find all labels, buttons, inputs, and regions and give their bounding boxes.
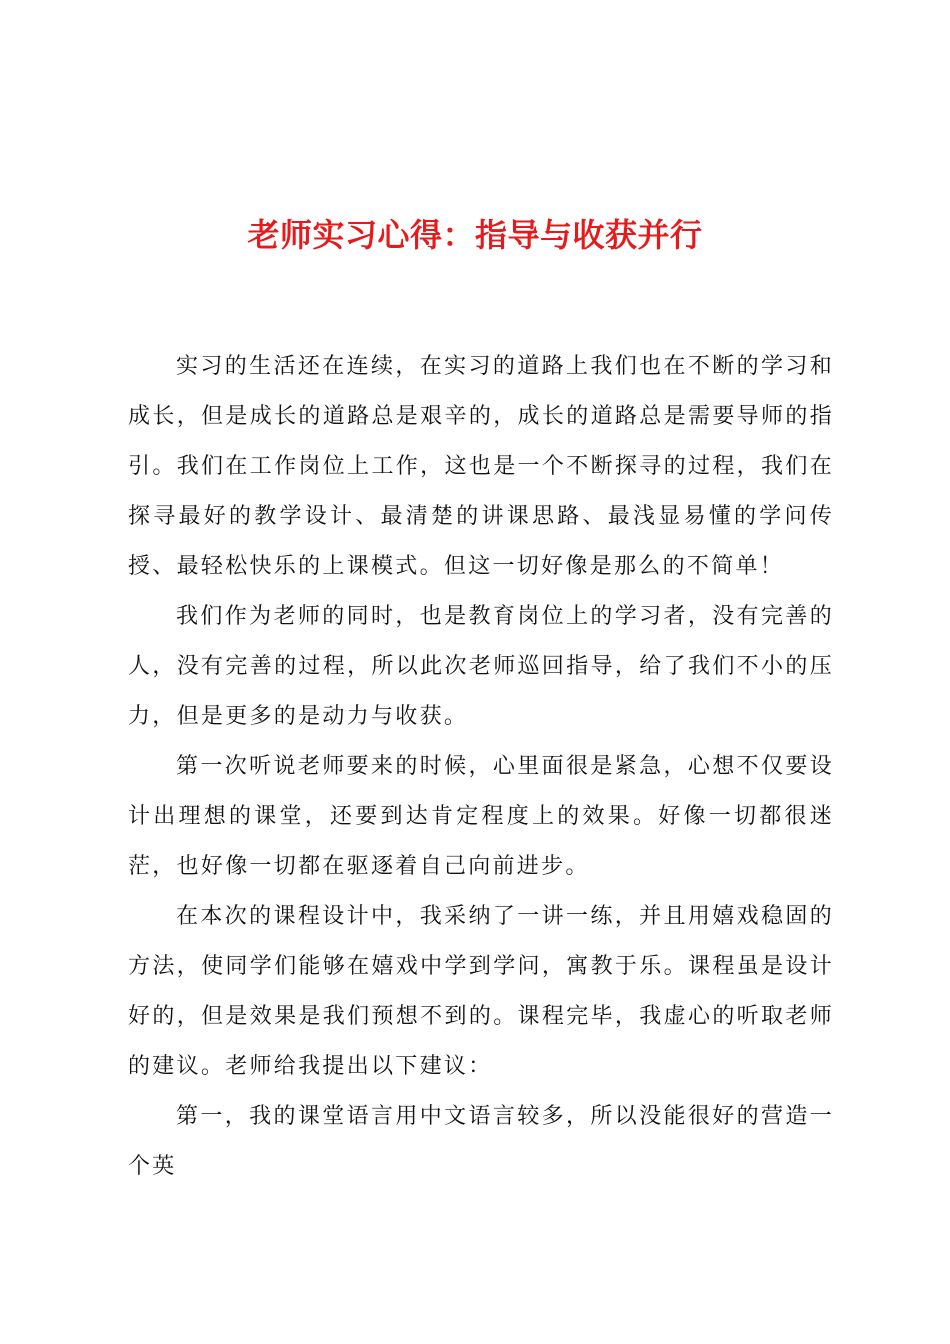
paragraph-3: 第一次听说老师要来的时候，心里面很是紧急，心想不仅要设计出理想的课堂，还要到达肯定程度上的效果。好像一切都很迷茫，也好像一切都在驱逐着自己向前进步。 (128, 754, 834, 879)
paragraph-1: 实习的生活还在连续，在实习的道路上我们也在不断的学习和成长，但是成长的道路总是艰辛的，成长的道路总是需要导师的指引。我们在工作岗位上工作，这也是一个不断探寻的过程，我们在探寻最好的教学设计、最清楚的讲课思路、最浅显易懂的学问传授、最轻松快乐的上课模式。但这一切好像是那么的不简单！ (128, 354, 834, 579)
document-title: 老师实习心得：指导与收获并行 (247, 216, 703, 254)
paragraph-5: 第一，我的课堂语言用中文语言较多，所以没能很好的营造一个英 (128, 1104, 834, 1179)
document-body (128, 342, 834, 1192)
paragraph-4: 在本次的课程设计中，我采纳了一讲一练，并且用嬉戏稳固的方法，使同学们能够在嬉戏中学到学问，寓教于乐。课程虽是设计好的，但是效果是我们预想不到的。课程完毕，我虚心的听取老师的建议。老师给我提出以下建议： (128, 904, 834, 1079)
paragraph-2: 我们作为老师的同时，也是教育岗位上的学习者，没有完善的人，没有完善的过程，所以此次老师巡回指导，给了我们不小的压力，但是更多的是动力与收获。 (128, 604, 834, 729)
